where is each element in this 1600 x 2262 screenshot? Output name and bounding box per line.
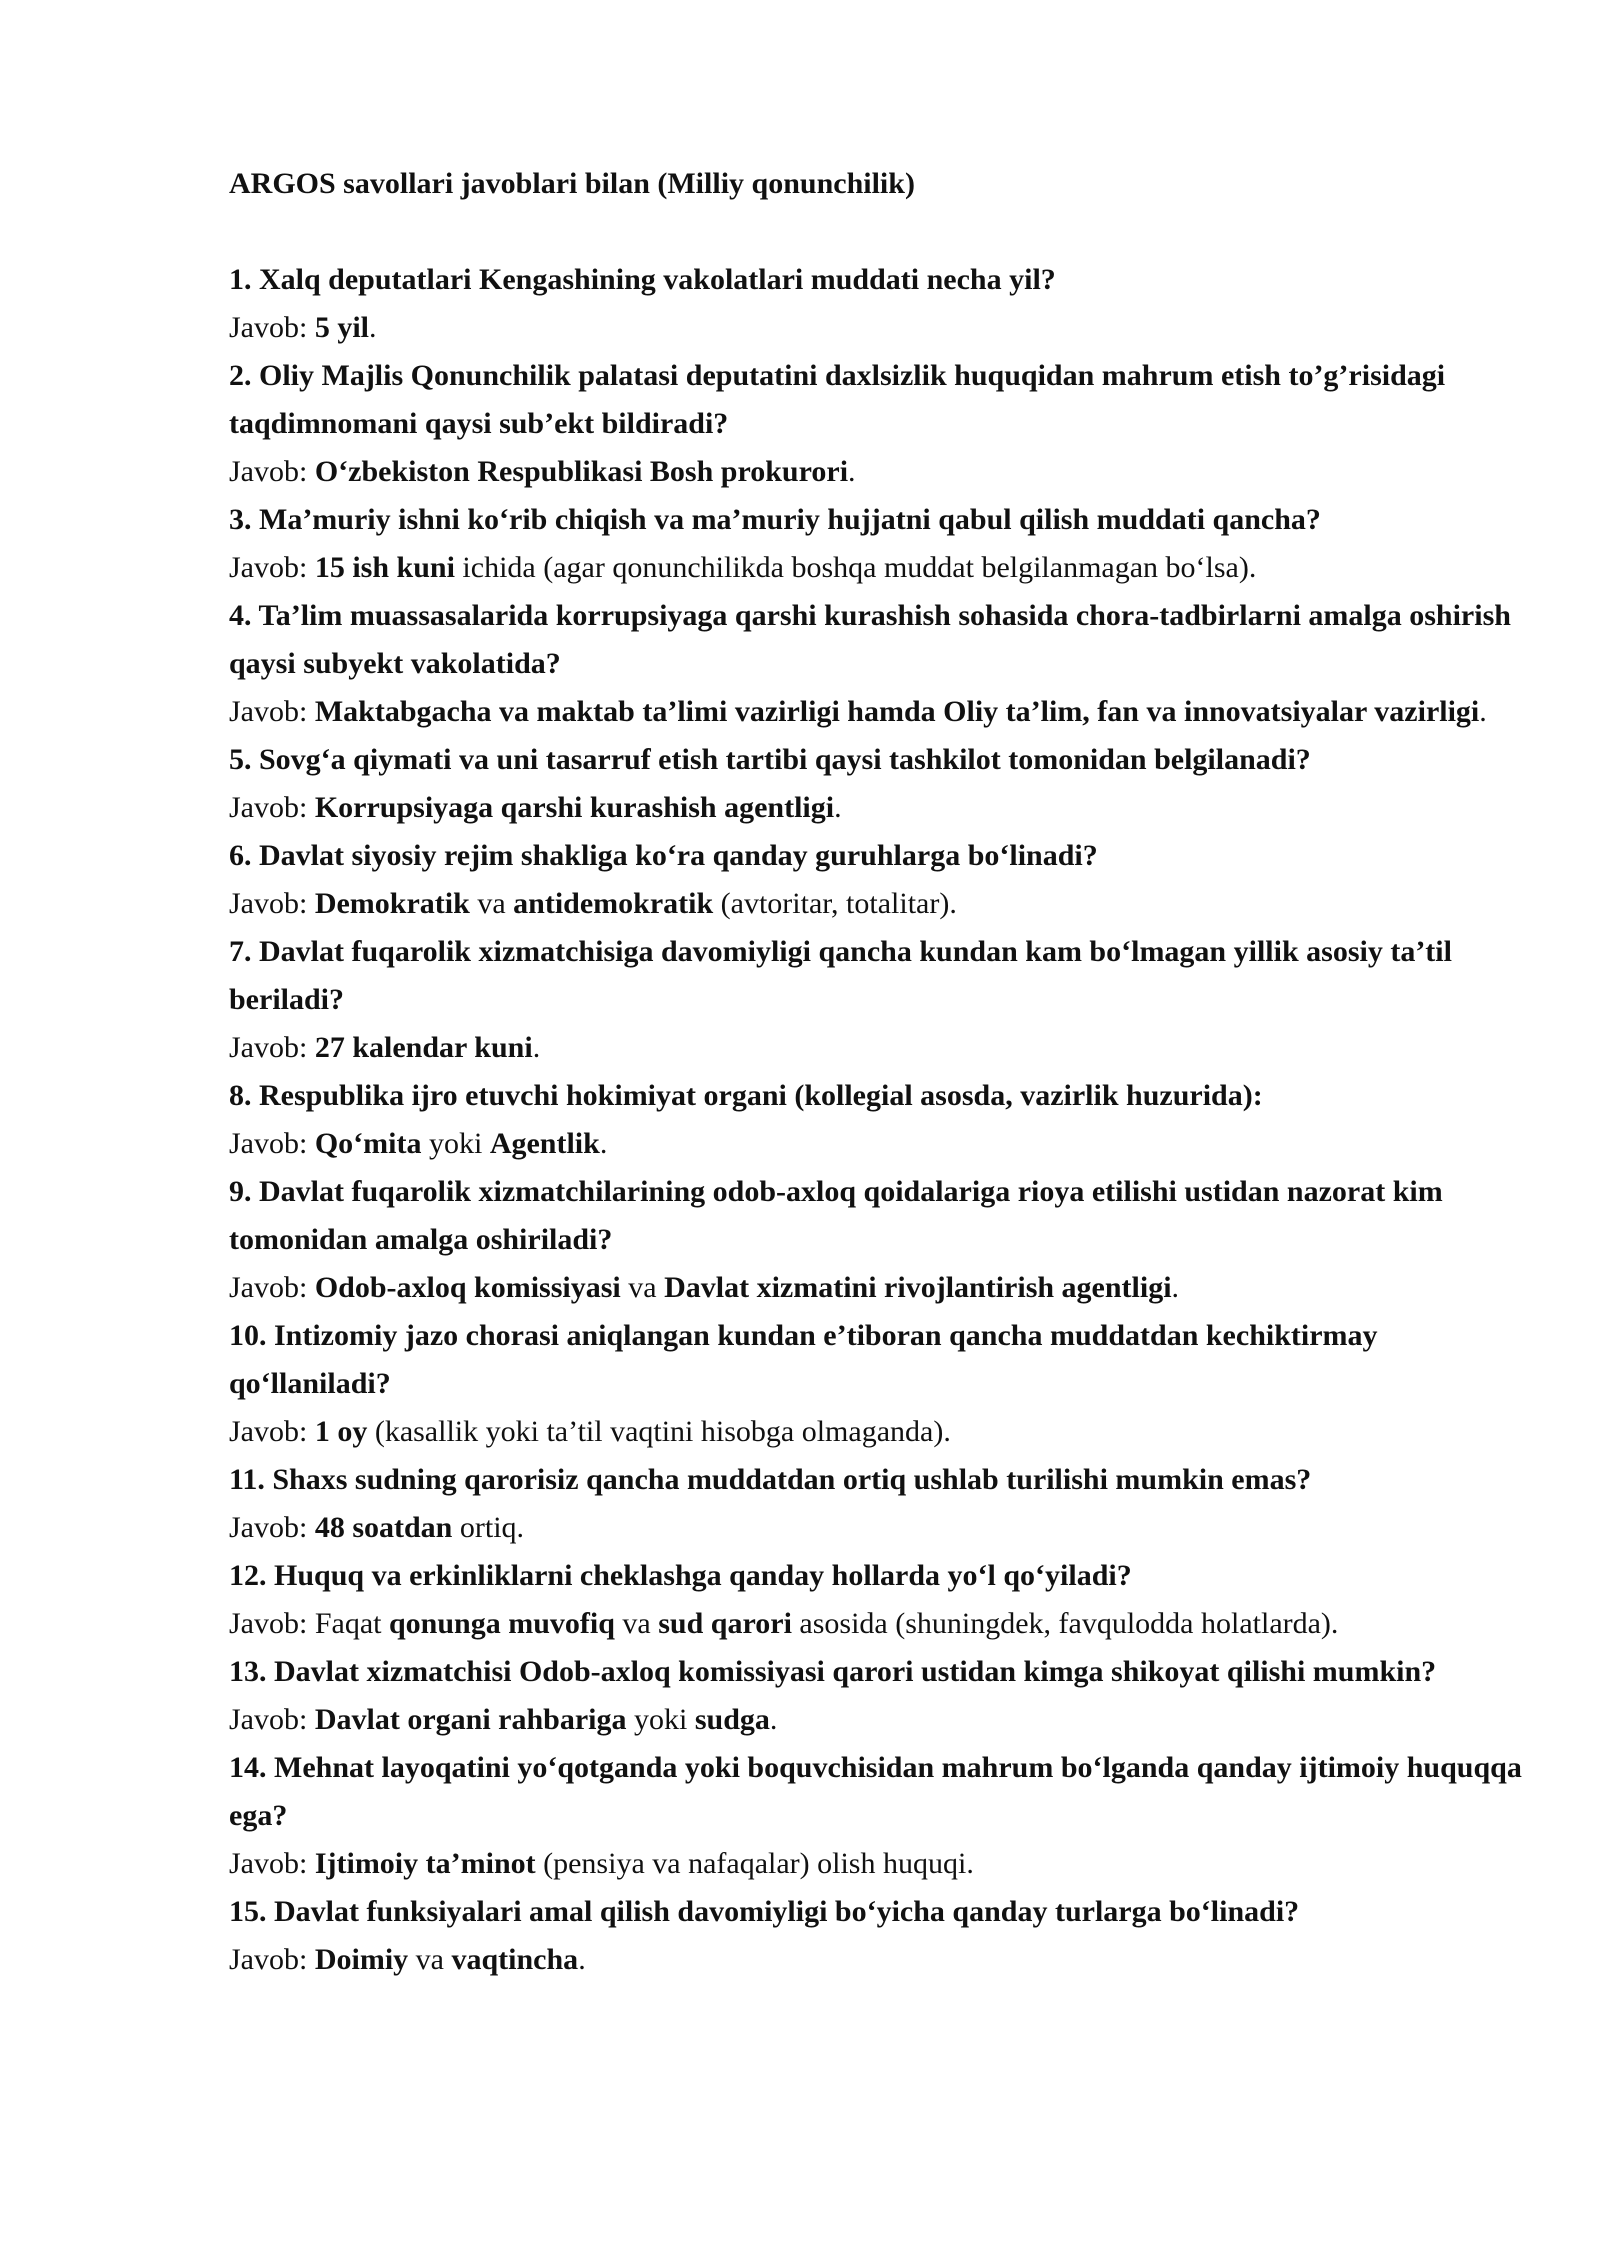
qa-item: [229, 1648, 1529, 1744]
answer-text: [229, 1936, 1529, 1984]
answer-prefix: Javob:: [229, 1031, 315, 1064]
answer-segment: .: [599, 1127, 608, 1160]
answer-segment: .: [578, 1943, 586, 1976]
answer-text: [229, 448, 1529, 496]
answer-key-term: Doimiy: [314, 1943, 409, 1976]
question-text: 13. Davlat xizmatchisi Odob-axloq komissiyasi qarori ustidan kimga shikoyat qilishi mumkin?: [229, 1655, 1437, 1688]
answer-key-term: vaqtincha: [451, 1943, 579, 1976]
qa-item: [229, 1744, 1529, 1888]
answer-prefix: Javob:: [229, 695, 315, 728]
answer-text: [229, 1840, 1529, 1888]
answer-key-term: qonunga muvofiq: [388, 1607, 615, 1640]
question-text: 4. Ta’lim muassasalarida korrupsiyaga qarshi kurashish sohasida chora-tadbirlarni amalga oshirish qaysi subyekt vakolatida?: [229, 599, 1511, 680]
qa-item: [229, 1072, 1529, 1168]
question-text: 2. Oliy Majlis Qonunchilik palatasi deputatini daxlsizlik huquqidan mahrum etish to’g’risidagi taqdimnomani qaysi sub’ekt bildiradi?: [229, 359, 1446, 440]
answer-segment: .: [848, 455, 856, 488]
answer-segment: va: [408, 1943, 452, 1976]
qa-item: [229, 1552, 1529, 1648]
question-text: 9. Davlat fuqarolik xizmatchilarining odob-axloq qoidalariga rioya etilishi ustidan nazorat kim tomonidan amalga oshiriladi?: [229, 1175, 1443, 1256]
answer-segment: yoki: [421, 1127, 490, 1160]
document-title: ARGOS savollari javoblari bilan (Milliy qonunchilik): [229, 167, 915, 200]
answer-key-term: Davlat xizmatini rivojlantirish agentligi: [664, 1271, 1172, 1304]
answer-text: [229, 784, 1529, 832]
answer-prefix: Javob:: [229, 551, 315, 584]
question-text: 8. Respublika ijro etuvchi hokimiyat organi (kollegial asosda, vazirlik huzurida):: [229, 1079, 1263, 1112]
answer-segment: .: [532, 1031, 541, 1064]
question-text: 1. Xalq deputatlari Kengashining vakolatlari muddati necha yil?: [229, 263, 1056, 296]
question-text: 3. Ma’muriy ishni ko‘rib chiqish va ma’muriy hujjatni qabul qilish muddati qancha?: [229, 503, 1321, 536]
question-text: 10. Intizomiy jazo chorasi aniqlangan kundan e’tiboran qancha muddatdan kechiktirmay qo‘llaniladi?: [229, 1319, 1378, 1400]
answer-key-term: Odob-axloq komissiyasi: [314, 1271, 621, 1304]
answer-prefix: Javob:: [229, 1847, 315, 1880]
answer-segment: .: [834, 791, 842, 824]
answer-segment: .: [1479, 695, 1487, 728]
answer-segment: va: [620, 1271, 665, 1304]
question-text: 5. Sovg‘a qiymati va uni tasarruf etish tartibi qaysi tashkilot tomonidan belgilanadi?: [229, 743, 1311, 776]
qa-item: [229, 352, 1529, 496]
answer-segment: .: [769, 1703, 778, 1736]
qa-item: [229, 1888, 1529, 1984]
answer-key-term: Ijtimoiy ta’minot: [314, 1847, 536, 1880]
answer-segment: (pensiya va nafaqalar) olish huquqi.: [535, 1847, 974, 1880]
answer-text: [229, 1408, 1529, 1456]
answer-text: [229, 1120, 1529, 1168]
answer-text: [229, 1504, 1529, 1552]
answer-segment: (kasallik yoki ta’til vaqtini hisobga olmaganda).: [367, 1415, 951, 1448]
answer-key-term: Qo‘mita: [314, 1127, 422, 1160]
answer-key-term: 5 yil: [314, 311, 369, 344]
answer-segment: .: [369, 311, 377, 344]
answer-prefix: Javob:: [229, 1607, 315, 1640]
answer-prefix: Javob:: [229, 1703, 315, 1736]
answer-key-term: O‘zbekiston Respublikasi Bosh prokurori: [314, 455, 849, 488]
answer-prefix: Javob:: [229, 311, 315, 344]
answer-key-term: Korrupsiyaga qarshi kurashish agentligi: [314, 791, 835, 824]
answer-key-term: sudga: [694, 1703, 770, 1736]
answer-prefix: Javob:: [229, 1415, 315, 1448]
qa-item: [229, 1168, 1529, 1312]
answer-prefix: Javob:: [229, 455, 315, 488]
answer-text: [229, 1696, 1529, 1744]
qa-list: [229, 256, 1529, 1984]
answer-key-term: 1 oy: [314, 1415, 368, 1448]
answer-prefix: Javob:: [229, 1271, 315, 1304]
answer-text: [229, 544, 1529, 592]
qa-item: [229, 928, 1529, 1072]
answer-text: [229, 688, 1529, 736]
answer-text: [229, 1024, 1529, 1072]
qa-item: [229, 832, 1529, 928]
qa-item: [229, 1456, 1529, 1552]
qa-item: [229, 496, 1529, 592]
answer-prefix: Javob:: [229, 1127, 315, 1160]
answer-key-term: Davlat organi rahbariga: [314, 1703, 627, 1736]
answer-key-term: Demokratik: [314, 887, 470, 920]
answer-prefix: Javob:: [229, 887, 315, 920]
answer-segment: yoki: [626, 1703, 695, 1736]
question-text: 12. Huquq va erkinliklarni cheklashga qanday hollarda yo‘l qo‘yiladi?: [229, 1559, 1132, 1592]
answer-segment: asosida (shuningdek, favqulodda holatlarda).: [791, 1607, 1339, 1640]
question-text: 11. Shaxs sudning qarorisiz qancha muddatdan ortiq ushlab turilishi mumkin emas?: [229, 1463, 1312, 1496]
answer-text: [229, 304, 1529, 352]
qa-item: [229, 592, 1529, 736]
question-text: 15. Davlat funksiyalari amal qilish davomiyligi bo‘yicha qanday turlarga bo‘linadi?: [229, 1895, 1300, 1928]
answer-key-term: Agentlik: [489, 1127, 600, 1160]
answer-prefix: Javob:: [229, 791, 315, 824]
answer-prefix: Javob:: [229, 1943, 315, 1976]
answer-segment: ichida (agar qonunchilikda boshqa muddat belgilanmagan bo‘lsa).: [454, 551, 1257, 584]
answer-segment: (avtoritar, totalitar).: [713, 887, 957, 920]
answer-text: [229, 880, 1529, 928]
answer-key-term: 15 ish kuni: [314, 551, 455, 584]
question-text: 14. Mehnat layoqatini yo‘qotganda yoki boquvchisidan mahrum bo‘lganda qanday ijtimoiy huquqqa ega?: [229, 1751, 1522, 1832]
answer-key-term: sud qarori: [658, 1607, 792, 1640]
answer-segment: .: [1171, 1271, 1180, 1304]
answer-key-term: Maktabgacha va maktab ta’limi vazirligi hamda Oliy ta’lim, fan va innovatsiyalar vazirligi: [314, 695, 1480, 728]
answer-segment: va: [469, 887, 514, 920]
question-text: 7. Davlat fuqarolik xizmatchisiga davomiyligi qancha kundan kam bo‘lmagan yillik asosiy ta’til beriladi?: [229, 935, 1452, 1016]
answer-segment: ortiq.: [452, 1511, 525, 1544]
qa-item: [229, 736, 1529, 832]
answer-segment: va: [614, 1607, 659, 1640]
answer-segment: Faqat: [314, 1607, 389, 1640]
answer-key-term: 48 soatdan: [314, 1511, 453, 1544]
answer-text: [229, 1264, 1529, 1312]
document-page: [229, 160, 1529, 1984]
answer-key-term: 27 kalendar kuni: [314, 1031, 533, 1064]
qa-item: [229, 256, 1529, 352]
answer-prefix: Javob:: [229, 1511, 315, 1544]
answer-text: [229, 1600, 1529, 1648]
question-text: 6. Davlat siyosiy rejim shakliga ko‘ra qanday guruhlarga bo‘linadi?: [229, 839, 1098, 872]
answer-key-term: antidemokratik: [513, 887, 714, 920]
qa-item: [229, 1312, 1529, 1456]
